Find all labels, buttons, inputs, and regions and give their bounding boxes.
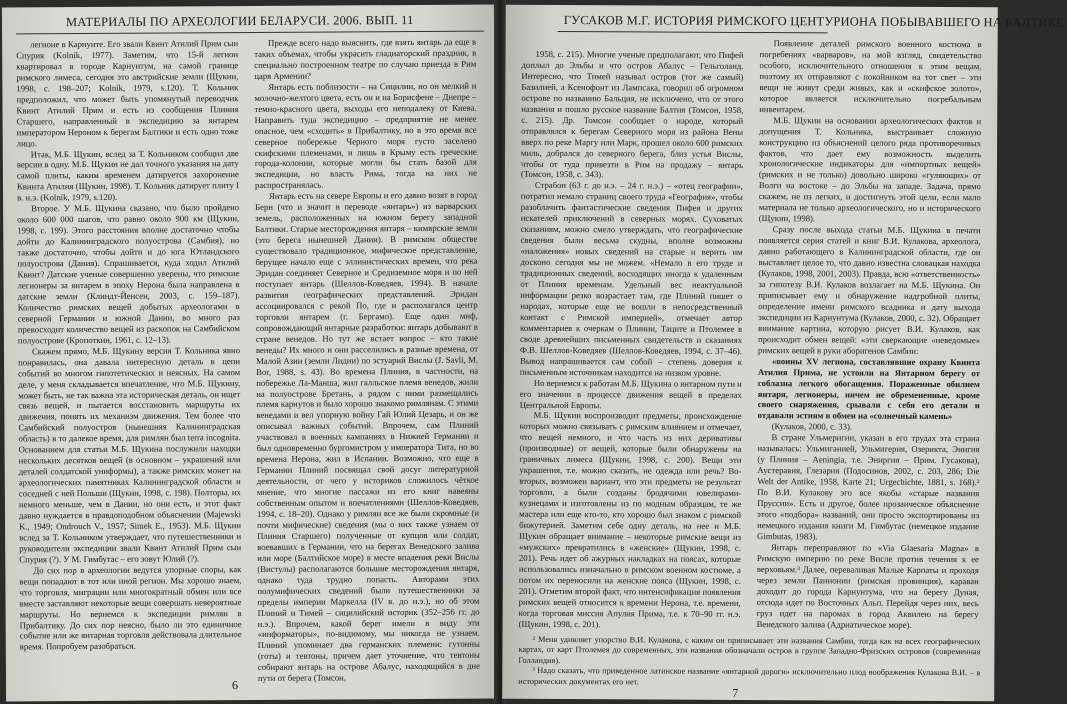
right-running-head: ГУСАКОВ М.Г. ИСТОРИЯ РИМСКОГО ЦЕНТУРИОНА ПОБЫВАВШЕГО НА БАЛТИКЕ. [563,13,1067,30]
paragraph: Появление деталей римского военного костюма в погребениях «варваров», на мой взгляд, свидетельство особого, исключительного отношения к этим вещам, поэтому их отправляют с покойником на тот свет – эти вещи не живут среди живых, как и «скифское золото», которое является исключительно погребальным инвентарем. [759,38,982,115]
paragraph: Итак, М.Б. Щукин, вслед за Т. Кольником сообщил две версии в одну. М.Б. Щукин не дал точного указания на дату самой плиты, каким временем датируется захоронение Квинта Атилия (Щукин, 1998). Т. Кольник датирует плиту I в. н.э. (Kolník, 1979, s.120). [16,147,240,203]
right-page [502,5,1067,702]
left-page [2,5,498,702]
paragraph: (Кулаков, 2000, с. 33). [771,421,853,432]
paragraph: Но вернемся к работам М.Б. Щукина о янтарном пути и его значении в процессе движения вещей в пределах Центральной Европы. [519,377,742,410]
paragraph: До сих пор в археологии ведутся упорные споры, как вещи попадают в тот или иной регион. Мы хорошо знаем, что торговля, миграции или многократный обмен или все вместе заставляют некоторые вещи совершать невероятные маршруты. Но вернемся к экспедиции римлян в Прибалтику. До сих пор неясно, было ли это единичное событие или же янтарная торговля действовала длительное время. Попробуем разобраться. [19,563,242,652]
paragraph: Страбон (63 г. до н.э. – 24 г. н.э.) – «отец географии», потратил немало страниц своего труда «География», чтобы разоблачить фантастические сведения Пифея и других искателей приключений в северных морях. Суховатых сказаниям, можно смело утверждать, что географические сведения были весьма скудны, вполне возможны «наложения» новых сведений на старые и верить им досконо сегодня мы не можем. «Немало в его труде и традиционных сведений, восходящих иногда к удаленным от Плиния временам. Удельный вес неактуальной информации резко возрастает там, где Плиний пишет о народах, которые еще не вошли в непосредственный контакт с Римской империей», отмечает автор комментариев к очеркам о Плинии, Таците и Птолемее в своде древнейших письменных свидетельств и сказаниях Ф.В. Шеллов-Коведяев (Шеллов-Коведяев, 1994, с. 37–46). Вывод напрашивается сам собой – степень доверия к письменным источникам находится на низком уровне. [519,180,743,378]
paragraph: М.Б. Щукин на основании археологических фактов и допущения Т. Кольника, выстраивает сложную конструкцию из объяснений целого ряда противоречивых фактов, что дает ему возможность выделить хронологические индикаторы для «импортных вещей» (римских и не только) довольно широко «гуляющих» от Волги на востоке – до Эльбы на западе. Задача, прямо скажем, не из легких, и достигнуть этой цели, если мало материала не только археологического, но и исторического (Щукин, 1998). [758,114,982,224]
paragraph: Скажем прямо, М.Б. Щукину версия Т. Кольника явно понравилась, она давала интересную деталь в цепи событий во многом гипотетических и неясных. На самом деле, у меня складывается впечатление, что М.Б. Щукину, может быть, не так важна эта историческая деталь, он ищет связь вещей, и пытается восстановить маршруты их движения, понять их механизм движения. Тем более что Самбийский полуостров (нынешняя Калининградская область) в то далекое время, для римлян был terra incognita. Основанием для статьи М.Б. Щукина послужили находки нескольких десятков вещей (в основном – украшений или деталей солдатской униформы), а также римских монет на археологических памятниках Калининградской области и соседней с ней Польши (Щукин, 1998, с. 198). Полторы, их немного меньше, чем в Дании, но они есть, и этот факт давно нуждается в правдоподобном объяснении (Majewski K., 1949; Ondrouch V., 1957; Simek E., 1953). М.Б. Щукин вслед за Т. Кольником утверждает, что путешественники и руководители экспедиции звали Квинт Атилий Прим сын Спурия (?). У М. Гимбутас – его зовут Юлий (?). [18,344,242,565]
paragraph: легионе в Карнунте. Его звали Квинт Атилий Прим сын Спурия (Kolník, 1977). Заметим, что 15-й легион квартировал в городе Карнунтум, на самой границе римского лимеса, сегодня это австрийские земли (Щукин, 1998, с. 198–207; Kolník, 1979, s.120). Т. Кольник предположил, что может быть упомянутый переводчик Квинт Атилий Прим и есть из сообщения Плиния Старшего, направленный в экспедицию за янтарем императором Нероном к берегам Балтики и есть одно тоже лицо. [16,38,239,148]
footnote: ² Меня удивляет упорство В.И. Кулакова, с каким он приписывает эти названия Самбии, тогда как на всех географических картах, от карт Птолемея до современных, эти названия обозначали остров в группе Западно-Фризских островов (современная Голландия). [518,634,981,665]
paragraph: Янтарь переправляют по «Via Glaesaria Magna» в Римскую империю по реке Висле против течения к ее верховьям.³ Далее, переваливая Малые Карпаты и проходя через земли Паннонии (римская провинция), караван доходит до города Карнунтума, что на берегу Дуная, отсюда идет по Восточных Альп. Перейдя через них, весь груз идет на паромах в город Аквилею на берегу Венедского залива (Адриатическое море). [756,541,980,630]
footnotes [518,635,980,689]
right-page-number: 7 [732,685,739,700]
left-column-a [16,38,242,659]
left-page-number: 6 [231,678,239,693]
paragraph: Янтарь есть на севере Европы и его давно возят в город Берн (что и значит в переводе «янтарь») из варварских земель, расположенных на южном берегу западной Балтики. Старые месторождения янтаря – кимврские земли (это берега нынешней Дании). В римском обществе существовало традиционное, мифическое представление, берущее начало еще с эллинистических времен, что река Эридан соединяет Северное и Средиземное моря и по ней поступает янтарь (Шеллов-Коведяев, 1994). В начале развития географических представлений. Эридан ассоциировался с рекой По, где и располагался центр торговли янтарем (г. Бергамо). Еще один миф, сопровождающий янтарные разработки: янтарь добывают в стране венедов. Но тут же встает вопрос – кто такие венеды? Их много и они расселились в разные времена, от Малой Азии (земли Лидии) по эстуарий Вислы (J. Savli, M. Bor, 1988, s. 43). Во времена Плиния, в частности, на побережье Ла-Манша, жил галльское племя венедов, жили на полуострове Бретань, а рядом с ними размещались племя карнутов и было хорошо знакомо римлянам. С этими венедами и вел упорную войну Гай Юлий Цезарь, и он же описывал важных событий. Впрочем, сам Плиний участвовал в военных кампаниях в Нижней Германии и был одновременно бургомистром у императора Тита, но во времена Нерона, жил в Испании. Возможно, что еще в Германии Плиний посвящал свой досуг литературной деятельности, от чего у историков сложилось чёткое мнение, что многие пассажи из его книг навеяны собственным опытом и впечатлениями (Шеллов-Коведяев, 1994, с. 18–20). Однако у римлян все же были скромные (и почти мифические) сведения (мы о них также узнаем от Плиния Старшего) полученные от купцов или солдат, воевавших в Германии, что на берегах Венедского залива или море (Балтийское море) в месте впадения реки Вислы (Вистулы) располагаются большие месторождения янтаря, однако туда трудно попасть. Авторами этих полумифических сведений были путешественники за пределы империи Маркелла (IV в. до н.э.), но об этом Плиний и Тимей – сицилийский историк (352–256 гг. до н.э.). Впрочем, какой берег имели в виду эти «информаторы», по-видимому, мы никогда не узнаем. Плиний упоминает два германских племени: гутонны (готы) и тевтоны, причем дает уточнение, что тевтоны собирают янтарь на острове Абалус, находящийся в дне пути от берега (Томсон, [255,189,480,684]
footnote: ³ Надо сказать, что приведенное латинское название «янтарной дороги» исключительно плод воображения Кулакова В.И. – в исторических документах его нет. [518,666,981,687]
paragraph: Прежде всего надо выяснить, где взять янтарь да еще в таких объемах, чтобы украсить гладиаторский праздник, в специально построенном театре по случаю приезда в Рим царя Армении? [254,36,477,81]
left-running-head: МАТЕРИАЛЫ ПО АРХЕОЛОГИИ БЕЛАРУСИ. 2006. ВЫП. 11 [65,12,414,30]
right-column-b [757,38,982,634]
paragraph: В стране Ульмеригии, указан в его трудах эта страна называлась: Ульмиганией, Ульмигерия, Озерикта, Эингия (у Плиния – Aeningia, т.е. Эниргия – Прим. Гусакова), Аустеравия, Глезария (Подосинов, 2002, с. 203, 286; Die Welt der Antike, 1958, Karte 21; Urgechichte, 1881, s. 168).² По В.И. Кулакову эго все якобы «старые названия Пруссии». Есть и другое, более прозаическое объяснение этого «подбора» названий, они просто экспортированы из немецкого издания книги М. Гимбутас (немецкое издание Gimbutas, 1983). [757,432,980,542]
paragraph: 1958, с. 215). Многие ученые предполагают, что Пифей доплыл до Эльбы и что остров Абалус – Гельголанд. Интересно, что Тимей называл остров (тот же самый) Базилией, а Ксенофонт из Лампсака, говорил об огромном острове по названию Бальция, не исключено, что от этого названия и пошло русское название Балтия (Томсон, 1958, с. 215). Др. Томсон сообщает о народе, который отправлялся к берегам Северного моря из района Вены вверх по реке Маргу или Марк, прошел около 600 римских миль, добрался до северного берега, близ устья Вислы, чтобы от туда привезти в Рим на продажу – янтарь (Томсон, 1958, с. 343). [520,48,744,180]
right-header-rule [558,31,828,33]
left-column-b [254,36,480,684]
paragraph: М.Б. Щукин воспроизводит предметы, происхождение которых можно связывать с римским влиянием и отмечает, что вещей немного, и что часть из них деривативы (производные) от вещей, которые были обнаружены на граничных лимеса (Щукин, 1998, с. 200). Вещи эти украшения, т.е. можно сказать, не одежда или речь? Во-вторых, возможен вариант, что эти предметы не результат торговли, а были созданы бродячими ювелирами-кузнецами и изготовлены из по модным образцам, те же мастера или еще кто-то, кто хорошо был знаком с римской бижутерией. Заметим себе одну деталь, на нее и М.Б. Щукин обращает внимание – некоторые римские вещи из «мужских» превратились в «женские» (Щукин, 1998, с. 201). Речь идет об ажурных накладках на поясах, которые использовались изначально в римском военном костюме, а потом их переносили на женские пояса (Щукин, 1998, с. 201). Отметим второй факт, что интенсификация появления римских вещей относится к времени Нерона, т.е. времени, когда торговая миссия Апулия Прима, т.е. к 70–90 гг. н.э. (Щукин, 1998, с. 201). [518,410,742,629]
paragraph: Сразу после выхода статьи М.Б. Щукина в печати появляется серия статей и книг В.И. Кулакова, археолога, давно работающего в Калининградской области, где он выставляет целое то, что давно известна словацкая находка (Кулаков, 1998, 2001, 2003). Правда, всю «ответственность» за гипотезу В.И. Кулаков возлагает на М.Б. Щукина. Он приписывает ему и обнаружение надгробной плиты, определение имени римского всадника и дату выхода экспедиции из Карнунтума (Кулаков, 2000, с. 32). Обращает внимание картина, которую рисует В.И. Кулаков, как происходит обмен вещей: «эти сверкающие «неведомые» римских вещей в руки аборигенов Самбии: [757,224,981,356]
right-column-a [519,49,744,630]
paragraph: Второе. У М.Б. Щукина сказано, что было пройдено около 600 000 шагов, что равно около 900 км (Щукин, 1998, с. 199). Этого расстояния вполне достаточно чтобы дойти до Калининградского полуострова (Самбия), но также достаточно, чтобы дойти и до юга Ютландского полуострова (Дания). Спрашивается, куда ходил Атилий Квинт? Датские ученые совершенно уверены, что римские легионеры за янтарем в эпоху Нерона была направлена в датские земли (Клиндт-Йенсен, 2003, с. 159–187). Количество римских вещей добытых археологами в северной Германии и южной Дании, во много раз превосходит количество вещей из раскопок на Самбийском полуострове (Кропоткин, 1961, с. 12–13). [17,202,240,346]
paragraph: Янтарь есть поблизости – на Сицилии, но он мелкий и молочно-желтого цвета, есть он и на Борисфене – Днепре – темно-красного цвета, выходы его неподалеку от Киева. Направить туда экспедицию – предприятие не менее опасное, чем «сходить» в Прибалтику, но в это время все северное побережье Черного моря густо заселено скифскими племенами, и лишь в Крыму есть греческие города-колонии, которые могли бы стать базой для экспедиции, но власть Рима, тогда на них не распространялась. [254,80,477,191]
left-header-rule [16,31,484,35]
bold-quote: «воины XV легиона, составлявшие охрану Квинта Атилия Прима, не устояли на Янтарном берегу от соблазна легкого обогащения. Пораженные обилием янтаря, легионеры, ничем не обремененные, кроме своего снаряжения, срывали с себя его детали и отдавали эстиям в обмен на «солнечный камень» [757,355,980,422]
